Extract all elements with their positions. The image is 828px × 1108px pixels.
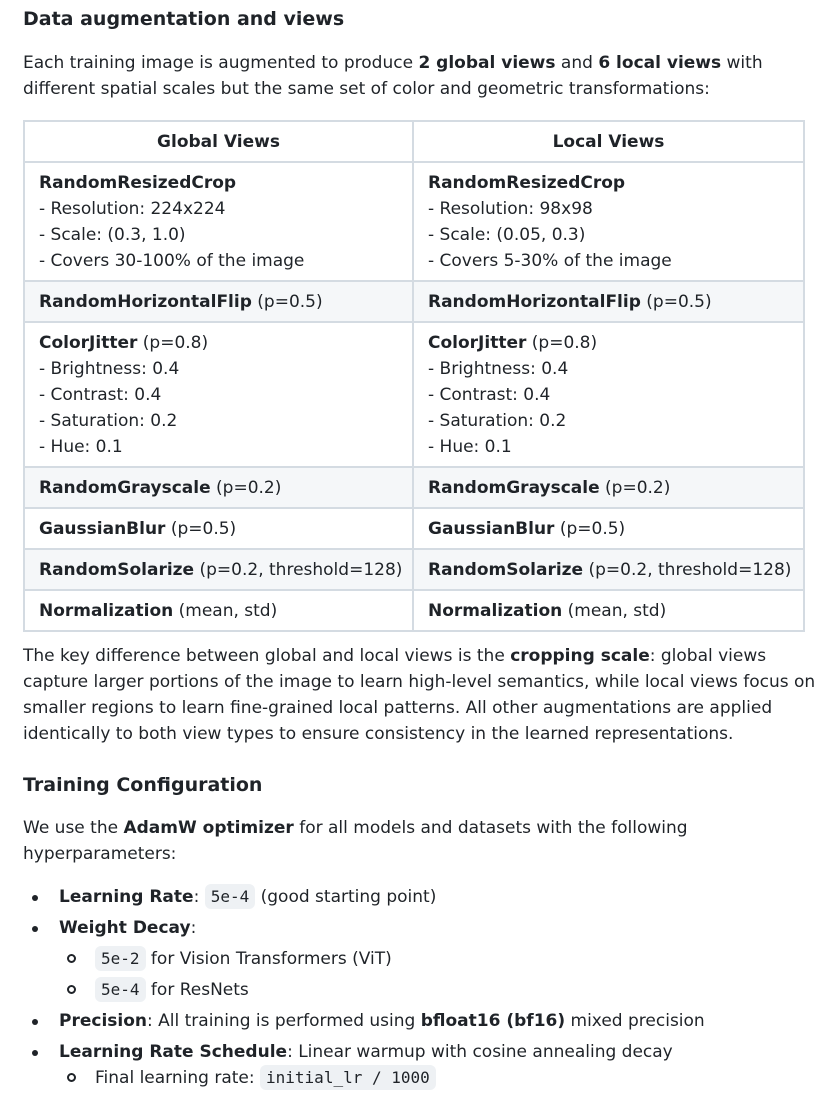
sublist-item-resnet: 5e-4 for ResNets [59, 977, 813, 1003]
table-row [24, 508, 804, 549]
list-item-learning-rate: Learning Rate: 5e-4 (good starting point) [23, 884, 813, 910]
table-row [24, 281, 804, 322]
transform-line [428, 598, 789, 624]
transform-line [39, 330, 398, 356]
table-cell-local [413, 281, 804, 322]
table-cell-global [24, 322, 413, 467]
transform-params: (p=0.5) [251, 292, 323, 312]
table-row [24, 322, 804, 467]
list-item-weight-decay: Weight Decay: 5e-2 for Vision Transformers (ViT) 5e-4 for ResNets [23, 915, 813, 1003]
transform-name: RandomResizedCrop [39, 173, 237, 193]
column-header-local: Local Views [413, 121, 804, 162]
transform-name: GaussianBlur [39, 519, 166, 539]
section-heading-training-configuration: Training Configuration [23, 774, 263, 796]
augmentation-table-body [24, 162, 804, 631]
table-row [24, 162, 804, 281]
transform-name: RandomSolarize [428, 560, 584, 580]
bullet-icon [32, 895, 38, 901]
table-cell-global [24, 162, 413, 281]
bullet-icon [32, 1050, 38, 1056]
difference-paragraph: The key difference between global and local views is the cropping scale: global views capture larger portions of the image to learn high-level semantics, while local views focus on smaller regions to learn fine-grained local patterns. All other augmentations are applied identically to both view types to ensure consistency in the learned representations. [23, 646, 816, 744]
transform-name: ColorJitter [428, 333, 527, 353]
circle-bullet-icon [67, 1073, 76, 1082]
transform-name: RandomGrayscale [428, 478, 600, 498]
transform-detail: - Covers 30-100% of the image [39, 251, 305, 271]
transform-line [39, 516, 398, 542]
transform-line [428, 289, 789, 315]
code-final-lr: initial_lr / 1000 [260, 1065, 436, 1090]
transform-detail: - Saturation: 0.2 [39, 411, 178, 431]
transform-line [428, 330, 789, 356]
bullet-icon [32, 926, 38, 932]
table-cell-global [24, 549, 413, 590]
transform-detail: - Hue: 0.1 [428, 437, 512, 457]
table-cell-local [413, 322, 804, 467]
hyperparameter-list [23, 884, 813, 1091]
transform-params: (mean, std) [173, 601, 278, 621]
transform-line [39, 170, 398, 196]
transform-line [39, 557, 403, 583]
code-weight-decay-vit: 5e-2 [95, 946, 146, 971]
weight-decay-sublist [59, 946, 813, 1003]
table-cell-global [24, 590, 413, 631]
table-row [24, 467, 804, 508]
transform-detail: - Covers 5-30% of the image [428, 251, 672, 271]
circle-bullet-icon [67, 985, 76, 994]
transform-params: (p=0.5) [165, 519, 237, 539]
circle-bullet-icon [67, 954, 76, 963]
transform-name: Normalization [428, 601, 563, 621]
transform-line [428, 475, 789, 501]
bullet-icon [32, 1019, 38, 1025]
transform-detail: - Hue: 0.1 [39, 437, 123, 457]
transform-detail: - Scale: (0.05, 0.3) [428, 225, 586, 245]
transform-detail: - Saturation: 0.2 [428, 411, 567, 431]
transform-detail: - Contrast: 0.4 [39, 385, 162, 405]
list-item-lr-schedule: Learning Rate Schedule: Linear warmup with cosine annealing decay Final learning rate: initial_lr / 1000 [23, 1039, 813, 1091]
table-cell-global [24, 281, 413, 322]
transform-name: RandomResizedCrop [428, 173, 626, 193]
transform-name: ColorJitter [39, 333, 138, 353]
table-cell-local [413, 162, 804, 281]
sublist-item-vit: 5e-2 for Vision Transformers (ViT) [59, 946, 813, 972]
table-cell-global [24, 467, 413, 508]
transform-params: (p=0.5) [554, 519, 626, 539]
transform-detail: - Brightness: 0.4 [428, 359, 569, 379]
transform-line [39, 289, 398, 315]
transform-detail: - Resolution: 98x98 [428, 199, 593, 219]
transform-params: (p=0.5) [640, 292, 712, 312]
schedule-sublist [59, 1065, 813, 1091]
table-cell-local [413, 508, 804, 549]
code-learning-rate: 5e-4 [205, 884, 256, 909]
transform-params: (mean, std) [562, 601, 667, 621]
transform-params: (p=0.2, threshold=128) [583, 560, 792, 580]
transform-params: (p=0.8) [137, 333, 209, 353]
table-cell-global [24, 508, 413, 549]
transform-line [428, 170, 789, 196]
sublist-item-final-lr: Final learning rate: initial_lr / 1000 [59, 1065, 813, 1091]
table-cell-local [413, 590, 804, 631]
table-cell-local [413, 549, 804, 590]
intro-paragraph: Each training image is augmented to produce 2 global views and 6 local views with different spatial scales but the same set of color and geometric transformations: [23, 53, 763, 99]
table-row [24, 590, 804, 631]
transform-params: (p=0.2, threshold=128) [194, 560, 403, 580]
table-row [24, 549, 804, 590]
transform-params: (p=0.8) [526, 333, 598, 353]
section-heading-data-augmentation: Data augmentation and views [23, 8, 345, 30]
column-header-global: Global Views [24, 121, 413, 162]
transform-detail: - Scale: (0.3, 1.0) [39, 225, 186, 245]
augmentation-table [23, 120, 805, 632]
transform-params: (p=0.2) [210, 478, 282, 498]
transform-detail: - Contrast: 0.4 [428, 385, 551, 405]
transform-line [428, 516, 789, 542]
table-header-row [24, 121, 804, 162]
list-item-precision: Precision: All training is performed using bfloat16 (bf16) mixed precision [23, 1008, 813, 1034]
transform-detail: - Resolution: 224x224 [39, 199, 226, 219]
transform-name: RandomHorizontalFlip [428, 292, 641, 312]
transform-detail: - Brightness: 0.4 [39, 359, 180, 379]
code-weight-decay-resnet: 5e-4 [95, 977, 146, 1002]
transform-params: (p=0.2) [599, 478, 671, 498]
transform-line [39, 598, 398, 624]
optimizer-paragraph: We use the AdamW optimizer for all models and datasets with the following hyperparameters: [23, 818, 688, 864]
transform-name: Normalization [39, 601, 174, 621]
transform-name: RandomSolarize [39, 560, 195, 580]
transform-name: RandomHorizontalFlip [39, 292, 252, 312]
transform-line [39, 475, 398, 501]
table-cell-local [413, 467, 804, 508]
transform-name: GaussianBlur [428, 519, 555, 539]
transform-name: RandomGrayscale [39, 478, 211, 498]
transform-line [428, 557, 792, 583]
